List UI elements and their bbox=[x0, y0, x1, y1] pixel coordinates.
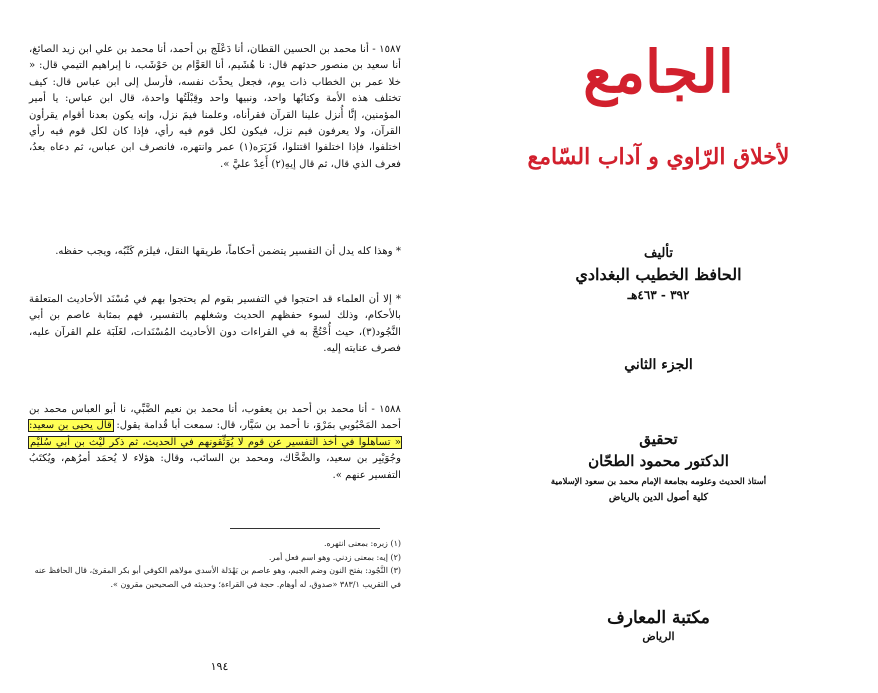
book-title: الجامع bbox=[583, 38, 734, 106]
paragraph-1588-start: ١٥٨٨ - أنا محمد بن أحمد بن يعقوب، أنا محمد بن نعيم الضَّبِّي، نا أبو العباس محمد بن أحمد المَحْبُوبي بمَرْوَ، نا أحمد بن سَيَّار، قال: سمعت أبا قُدامة يقول: bbox=[29, 404, 401, 432]
paragraph-1587: ١٥٨٧ - أنا محمد بن الحسين القطان، أنا دَعْلَج بن أحمد، أنا محمد بن علي ابن زيد الصائغ، أنا سعيد بن منصور حدثهم قال: نا هُشَيم، أنا العَوَّام بن حَوْشَب، نا إبراهيم التيمي قال: « خلا عمر بن الخطاب ذات يوم، فجعل يحدِّث نفسه، فأرسل إلى ابن عباس قال: كيف تختلف هذه الأمة وكتابُها واحد، ونبيها واحد وقِبْلَتُها واحدة، قال ابن عباس: يا أمير المؤمنين، إنَّا أُنزل علينا القرآن فقرأناه، وعلمنا فيمَ نزل، وإنه يكون بعدنا أقوام يقرأون القرآن، ولا يعرفون فيم نزل، فيكون لكل قوم فيه رأي، فإذا كان لكل قوم فيه رأي اختلفوا، فإذا اختلفوا اقتتلوا، فَزَبَرَه(١) عمر وانتهره، فانصرف ابن عباس، ثم دعاه بعدُ، فعرف الذي قال، ثم قال إيهِ(٢) أَعِدْ عليَّ ». bbox=[29, 44, 401, 170]
author-name: الحافظ الخطيب البغدادي bbox=[575, 265, 742, 284]
authored-by-label: تأليف bbox=[644, 246, 673, 261]
paragraph-1588-mid: وجُوَيْبِر بن سعيد، والضَّحَّاك، bbox=[279, 453, 401, 465]
footnote-divider bbox=[230, 528, 380, 529]
paragraph-1588-end: ومحمد بن السائب، وقال: هؤلاء لا يُحمَد أمرُهم، ويُكتَبُ التفسير عنهم ». bbox=[29, 453, 401, 481]
ulama-paragraph: * إلا أن العلماء قد احتجوا في التفسير بقوم لم يحتجوا بهم في مُسْنَد الأحاديث المتعلقة بالأحكام، وذلك لسوء حفظهم الحديث وشغلهم بالتفسير، فهم بمثابة عاصم بن أبي النَّجُود(٣)، حيث أُحْتُجَّ به في القراءات دون الأحاديث المُسْنَدات، لغَلَبَة علم القرآن عليه، فصرف عنايته إليه. bbox=[29, 294, 401, 355]
highlighted-text: قال يحيى بن سعيد: « تساهلوا في أخذ التفسير عن قوم لا يُوَثِّقونهم في الحديث، ثم ذكر لَيْث بن أبي سُلَيْم bbox=[29, 420, 401, 448]
page-number: ١٩٤ bbox=[210, 660, 229, 673]
book-subtitle: لأخلاق الرّاوي و آداب السّامع bbox=[527, 144, 790, 170]
right-page bbox=[439, 0, 878, 693]
footnote-1: (١) زبره: بمعنى انتهره. bbox=[323, 539, 401, 548]
author-dates: ٣٩٢ - ٤٦٣هـ bbox=[627, 288, 690, 302]
footnote-2: (٢) إيه: بمعنى زدني. وهو اسم فعل أمر. bbox=[268, 552, 401, 562]
publisher-name: مكتبة المعارف bbox=[607, 608, 710, 628]
publisher-city: الرياض bbox=[642, 630, 675, 643]
editor-college: كلية أصول الدين بالرياض bbox=[608, 492, 709, 503]
editor-name: الدكتور محمود الطحّان bbox=[588, 452, 729, 470]
footnotes bbox=[29, 537, 401, 591]
volume-label: الجزء الثاني bbox=[624, 357, 693, 373]
footnote-3: (٣) النَّجُود: بفتح النون وضم الجيم، وهو عاصم بن بَهْدَلة الأسدي مولاهم الكوفي أبو بكر المقرئ، قال الحافظ عنه في التقريب ٣٨٣/١ «صدوق، له أوهام. حجة في القراءة؛ وحديثه في الصحيحين مقرون ». bbox=[34, 566, 401, 589]
editing-label: تحقيق bbox=[639, 430, 678, 448]
editor-affiliation: أستاذ الحديث وعلومه بجامعة الإمام محمد بن سعود الإسلامية bbox=[550, 477, 767, 487]
note-tafsir-paragraph: * وهذا كله يدل أن التفسير يتضمن أحكاماً، طريقها النقل، فيلزم كَتْبُه، ويجب حفظه. bbox=[55, 246, 401, 257]
paragraph-1588 bbox=[29, 402, 401, 484]
